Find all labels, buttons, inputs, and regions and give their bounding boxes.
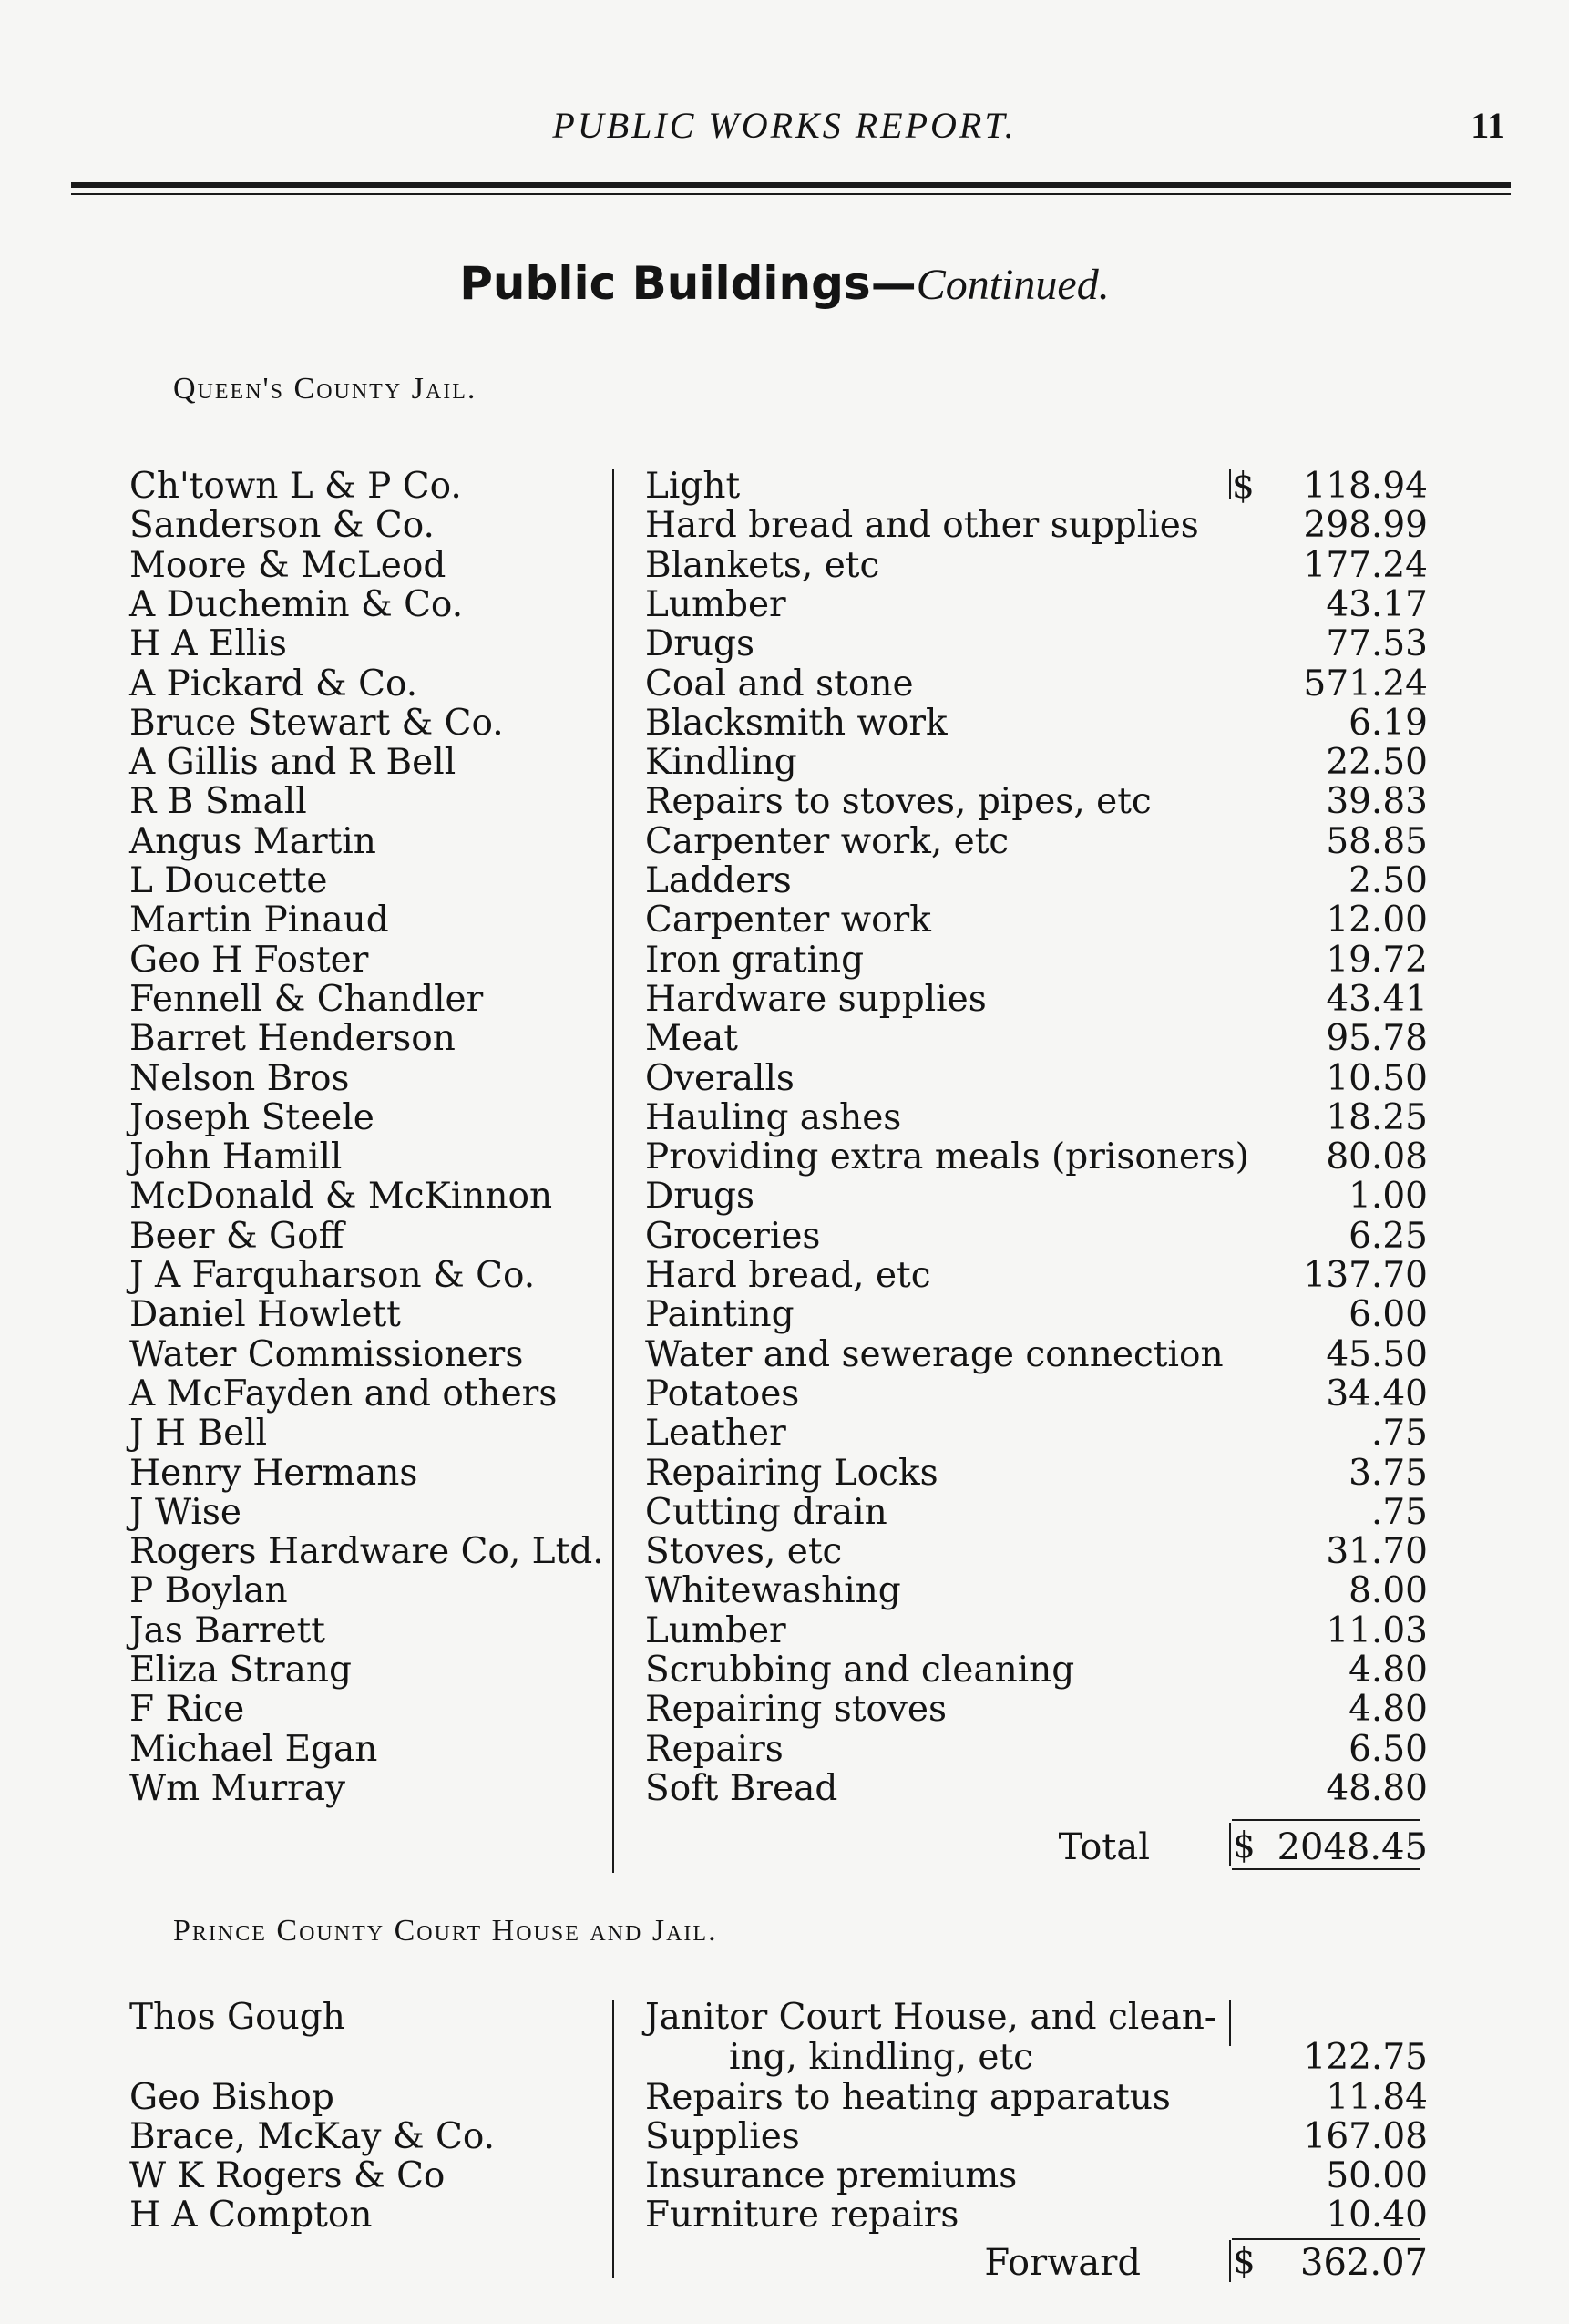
- payee-name: J Wise: [129, 1492, 241, 1533]
- table-row: [0, 1998, 1569, 2038]
- item-description: Meat: [645, 1018, 738, 1059]
- item-description: Drugs: [645, 1176, 755, 1217]
- payee-name: J H Bell: [129, 1413, 268, 1454]
- section-title: Public Buildings—: [459, 257, 917, 310]
- queens-total-row: [0, 1826, 1569, 1868]
- queens-total-rule: [1232, 1819, 1420, 1821]
- payee-name: Daniel Howlett: [129, 1294, 401, 1335]
- item-amount: 19.72: [1326, 940, 1428, 981]
- item-amount: 6.00: [1349, 1294, 1428, 1335]
- table-row: [0, 1374, 1569, 1414]
- table-row: [0, 1690, 1569, 1730]
- item-amount: 4.80: [1349, 1689, 1428, 1730]
- table-row: [0, 585, 1569, 625]
- payee-name: Ch'town L & P Co.: [129, 466, 462, 507]
- page-number: 11: [1471, 105, 1505, 146]
- item-description: Hard bread, etc: [645, 1255, 931, 1296]
- payee-name: Wm Murray: [129, 1768, 346, 1809]
- item-amount: 80.08: [1326, 1136, 1428, 1177]
- item-amount: 10.50: [1326, 1058, 1428, 1099]
- item-description: Scrubbing and cleaning: [645, 1650, 1075, 1691]
- payee-name: R B Small: [129, 781, 307, 822]
- item-description: Potatoes: [645, 1373, 800, 1414]
- item-description: Cutting drain: [645, 1492, 887, 1533]
- table-row: [0, 941, 1569, 981]
- item-description: Soft Bread: [645, 1768, 838, 1809]
- table-row: [0, 664, 1569, 704]
- item-description: Lumber: [645, 584, 786, 625]
- table-row: [0, 1217, 1569, 1257]
- payee-name: Fennell & Chandler: [129, 979, 484, 1020]
- item-amount: 298.99: [1303, 505, 1428, 546]
- table-row: [0, 2078, 1569, 2118]
- item-amount: .75: [1370, 1413, 1428, 1454]
- section-continued: Continued.: [916, 261, 1110, 309]
- item-description: Janitor Court House, and clean-: [645, 1997, 1216, 2038]
- queens-amount-divider-top: [1229, 469, 1231, 499]
- item-description: Repairing stoves: [645, 1689, 948, 1730]
- item-description: Ladders: [645, 860, 792, 901]
- item-amount: 10.40: [1326, 2195, 1428, 2236]
- prince-forward-rule: [1232, 2238, 1420, 2240]
- item-description: Water and sewerage connection: [645, 1334, 1224, 1375]
- table-row: [0, 1019, 1569, 1059]
- payee-name: Michael Egan: [129, 1729, 378, 1770]
- prince-forward-row: [0, 2242, 1569, 2284]
- queens-column-divider: [612, 469, 614, 1873]
- table-row: [0, 1335, 1569, 1375]
- item-description: Painting: [645, 1294, 795, 1335]
- payee-name: Geo H Foster: [129, 940, 369, 981]
- item-amount: 571.24: [1303, 663, 1428, 704]
- table-row: [0, 1769, 1569, 1809]
- payee-name: P Boylan: [129, 1570, 288, 1611]
- item-description: Leather: [645, 1413, 786, 1454]
- table-row: [0, 1532, 1569, 1572]
- item-description: Drugs: [645, 623, 755, 664]
- item-amount: 95.78: [1326, 1018, 1428, 1059]
- table-row: [0, 782, 1569, 822]
- item-description: Repairing Locks: [645, 1453, 938, 1494]
- table-row-continuation: [0, 2038, 1569, 2078]
- item-amount: 118.94: [1303, 466, 1428, 507]
- item-amount: 45.50: [1326, 1334, 1428, 1375]
- payee-name: A McFayden and others: [129, 1373, 558, 1414]
- header-rule-thick: [71, 182, 1511, 188]
- table-row: [0, 467, 1569, 507]
- payee-name: Eliza Strang: [129, 1650, 352, 1691]
- prince-courthouse-heading: Prince County Court House and Jail.: [173, 1914, 718, 1948]
- item-amount: 22.50: [1326, 742, 1428, 783]
- table-row: [0, 2195, 1569, 2236]
- item-description: Supplies: [645, 2116, 800, 2157]
- table-row: [0, 1177, 1569, 1217]
- item-amount: 4.80: [1349, 1650, 1428, 1691]
- running-title: PUBLIC WORKS REPORT.: [552, 105, 1017, 146]
- item-amount: 11.03: [1326, 1610, 1428, 1651]
- item-amount: 39.83: [1326, 781, 1428, 822]
- payee-name: A Gillis and R Bell: [129, 742, 456, 783]
- table-row: [0, 1611, 1569, 1651]
- prince-column-divider: [612, 2000, 614, 2278]
- payee-name: Geo Bishop: [129, 2077, 334, 2118]
- payee-name: L Doucette: [129, 860, 328, 901]
- table-row: [0, 2156, 1569, 2196]
- payee-name: Water Commissioners: [129, 1334, 524, 1375]
- table-row: [0, 1137, 1569, 1177]
- queens-total-dollar: $: [1233, 1825, 1256, 1866]
- table-row: [0, 900, 1569, 941]
- table-row: [0, 1098, 1569, 1138]
- item-description: Hard bread and other supplies: [645, 505, 1199, 546]
- item-description: Light: [645, 466, 741, 507]
- prince-forward-dollar: $: [1233, 2241, 1256, 2282]
- table-row: [0, 704, 1569, 744]
- payee-name: A Pickard & Co.: [129, 663, 418, 704]
- item-amount: 6.50: [1349, 1729, 1428, 1770]
- item-amount: 167.08: [1303, 2116, 1428, 2157]
- item-amount: 177.24: [1303, 545, 1428, 586]
- item-amount: 1.00: [1349, 1176, 1428, 1217]
- item-description: Repairs: [645, 1729, 784, 1770]
- item-description: Blacksmith work: [645, 703, 948, 744]
- queens-total-underline: [1232, 1868, 1420, 1870]
- item-description: Hardware supplies: [645, 979, 987, 1020]
- payee-name: Henry Hermans: [129, 1453, 418, 1494]
- item-amount: 43.41: [1326, 979, 1428, 1020]
- table-row: [0, 1454, 1569, 1494]
- payee-name: Bruce Stewart & Co.: [129, 703, 504, 744]
- prince-forward-label: Forward: [984, 2242, 1141, 2284]
- payee-name: John Hamill: [129, 1136, 343, 1177]
- table-row: [0, 1414, 1569, 1454]
- item-description-continued: ing, kindling, etc: [729, 2037, 1033, 2078]
- item-description: Kindling: [645, 742, 797, 783]
- item-amount: 34.40: [1326, 1373, 1428, 1414]
- running-head: [0, 98, 1569, 153]
- table-row: [0, 2117, 1569, 2157]
- item-amount: 11.84: [1326, 2077, 1428, 2118]
- table-row: [0, 1571, 1569, 1611]
- payee-name: H A Compton: [129, 2195, 373, 2236]
- queens-total-amount: 2048.45: [1277, 1826, 1428, 1868]
- queens-total-label: Total: [1058, 1826, 1150, 1868]
- table-row: [0, 1256, 1569, 1296]
- payee-name: Nelson Bros: [129, 1058, 350, 1099]
- item-description: Carpenter work: [645, 900, 931, 941]
- header-rule-thin: [71, 193, 1511, 195]
- prince-forward-amount: 362.07: [1300, 2242, 1428, 2284]
- item-description: Whitewashing: [645, 1570, 901, 1611]
- payee-name: A Duchemin & Co.: [129, 584, 464, 625]
- payee-name: Brace, McKay & Co.: [129, 2116, 496, 2157]
- item-amount: 50.00: [1326, 2155, 1428, 2196]
- item-description: Providing extra meals (prisoners): [645, 1136, 1249, 1177]
- item-description: Groceries: [645, 1216, 821, 1257]
- item-amount: .75: [1370, 1492, 1428, 1533]
- payee-name: McDonald & McKinnon: [129, 1176, 553, 1217]
- table-row: [0, 1730, 1569, 1770]
- queens-jail-heading: Queen's County Jail.: [173, 372, 477, 406]
- table-row: [0, 624, 1569, 664]
- payee-name: Angus Martin: [129, 821, 376, 862]
- item-description: Insurance premiums: [645, 2155, 1018, 2196]
- payee-name: H A Ellis: [129, 623, 287, 664]
- table-row: [0, 743, 1569, 783]
- item-amount: 137.70: [1303, 1255, 1428, 1296]
- table-row: [0, 861, 1569, 901]
- item-amount: 43.17: [1326, 584, 1428, 625]
- payee-name: Barret Henderson: [129, 1018, 456, 1059]
- queens-dollar-sign: $: [1232, 466, 1255, 507]
- payee-name: Rogers Hardware Co, Ltd.: [129, 1531, 604, 1572]
- item-amount: 48.80: [1326, 1768, 1428, 1809]
- item-description: Repairs to heating apparatus: [645, 2077, 1171, 2118]
- item-amount: 122.75: [1303, 2037, 1428, 2078]
- item-description: Stoves, etc: [645, 1531, 843, 1572]
- item-amount: 6.19: [1349, 703, 1428, 744]
- prince-amount-divider-top: [1229, 2000, 1231, 2046]
- payee-name: W K Rogers & Co: [129, 2155, 446, 2196]
- table-row: [0, 822, 1569, 862]
- table-row: [0, 546, 1569, 586]
- item-description: Lumber: [645, 1610, 786, 1651]
- payee-name: F Rice: [129, 1689, 245, 1730]
- item-amount: 12.00: [1326, 900, 1428, 941]
- item-amount: 2.50: [1349, 860, 1428, 901]
- payee-name: Beer & Goff: [129, 1216, 344, 1257]
- item-description: Furniture repairs: [645, 2195, 959, 2236]
- item-amount: 3.75: [1349, 1453, 1428, 1494]
- payee-name: Sanderson & Co.: [129, 505, 435, 546]
- payee-name: Martin Pinaud: [129, 900, 389, 941]
- item-description: Repairs to stoves, pipes, etc: [645, 781, 1152, 822]
- item-amount: 77.53: [1326, 623, 1428, 664]
- item-amount: 18.25: [1326, 1097, 1428, 1138]
- payee-name: Moore & McLeod: [129, 545, 446, 586]
- table-row: [0, 1650, 1569, 1691]
- payee-name: Thos Gough: [129, 1997, 345, 2038]
- item-description: Iron grating: [645, 940, 865, 981]
- item-description: Carpenter work, etc: [645, 821, 1010, 862]
- table-row: [0, 1059, 1569, 1099]
- table-row: [0, 506, 1569, 546]
- table-row: [0, 1493, 1569, 1533]
- item-amount: 58.85: [1326, 821, 1428, 862]
- item-description: Hauling ashes: [645, 1097, 902, 1138]
- table-row: [0, 1295, 1569, 1335]
- item-amount: 6.25: [1349, 1216, 1428, 1257]
- section-heading: [0, 257, 1569, 310]
- item-amount: 8.00: [1349, 1570, 1428, 1611]
- payee-name: Jas Barrett: [129, 1610, 325, 1651]
- item-amount: 31.70: [1326, 1531, 1428, 1572]
- item-description: Coal and stone: [645, 663, 914, 704]
- table-row: [0, 980, 1569, 1020]
- item-description: Overalls: [645, 1058, 795, 1099]
- payee-name: Joseph Steele: [129, 1097, 374, 1138]
- item-description: Blankets, etc: [645, 545, 880, 586]
- payee-name: J A Farquharson & Co.: [129, 1255, 536, 1296]
